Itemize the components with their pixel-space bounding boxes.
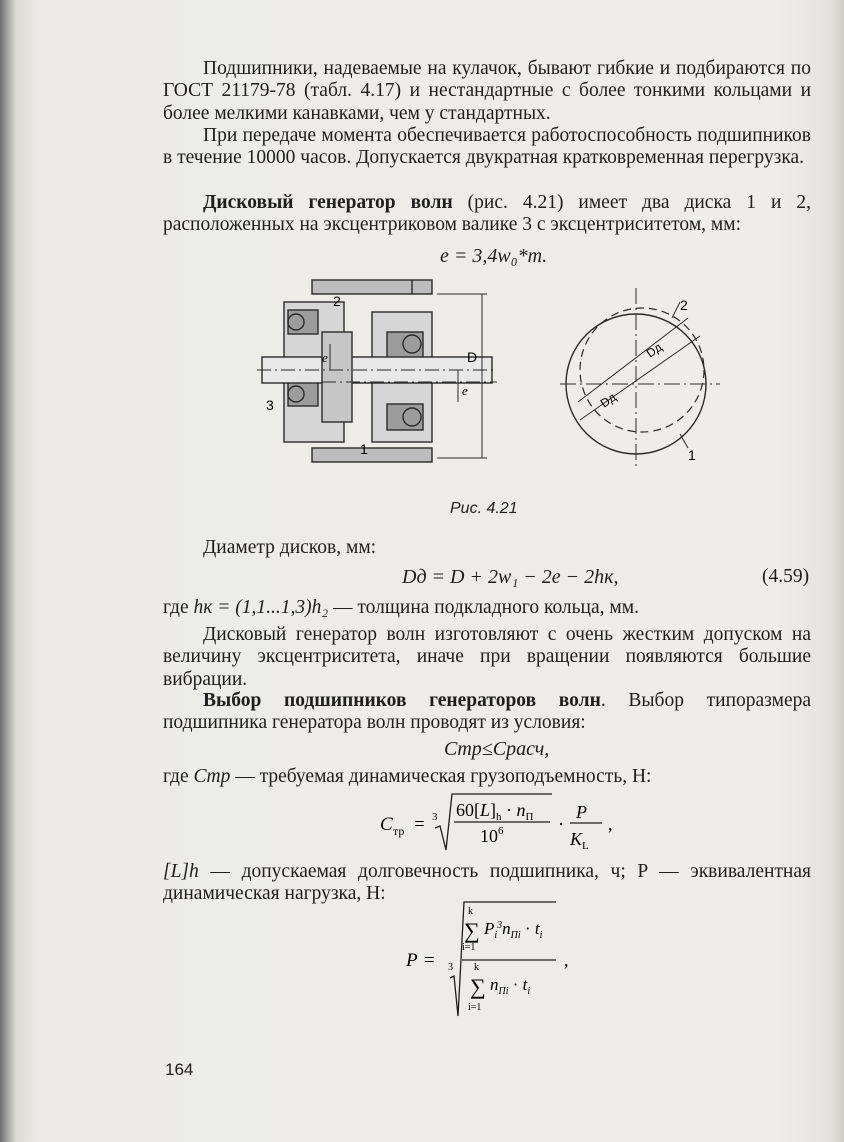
svg-text:∑: ∑	[464, 918, 480, 943]
svg-text:C: C	[380, 814, 393, 835]
text-where-2: где	[163, 766, 189, 787]
paragraph-bearings: Подшипники, надеваемые на кулачок, бывают гибкие и подбираются по ГОСТ 21179-78 (табл. 4.17) и нестандартные с более тонкими кольцами и более мелкими канавками, чем у стандартных.	[163, 58, 811, 124]
svg-text:Pi3nПi · ti: $P_i^3n_{Пi} \cdot t_i$	[484, 919, 543, 941]
label-Dd-lower: Dд	[597, 390, 619, 411]
figure-section-drawing	[262, 272, 522, 492]
svg-text:60[L]h · nП: $60[L]_h \cdot n_П$	[456, 800, 534, 823]
formula-condition: Cтр≤Cрасч,	[444, 738, 550, 760]
paragraph-operation: При передаче момента обеспечивается работоспособность подшипников в течение 10000 часов. Допускается двукратная кратковременная перегрузка.	[163, 125, 811, 169]
label-e-right: e	[462, 383, 468, 398]
label-Dd-upper: Dд	[643, 340, 665, 361]
text-lh-desc: — допускаемая долговечность подшипника, ч; P — эквивалентная динамическая нагрузка, Н:	[163, 861, 811, 905]
label-1-circle: 1	[688, 447, 696, 463]
symbol-ctr: Cтр	[193, 766, 231, 787]
term-disk-generator: Дисковый генератор волн	[203, 192, 453, 213]
svg-text:P: P	[406, 950, 418, 971]
text-ctr-desc: — требуемая динамическая грузоподъемность, Н:	[230, 766, 652, 787]
svg-text:=: =	[414, 814, 425, 835]
label-1: 1	[360, 441, 368, 457]
paragraph-ctr	[163, 766, 811, 788]
svg-text:∑: ∑	[470, 974, 486, 999]
svg-text:nПi · ti: $n_{Пi} \cdot t_i$	[490, 975, 531, 997]
paragraph-text: (рис. 4.21) имеет два диска 1 и 2, расположенных на эксцентриковом валике 3 с эксцентриситетом, мм:	[163, 192, 811, 236]
figure-caption: Рис. 4.21	[450, 500, 518, 517]
figure-circle-view	[560, 288, 720, 468]
svg-text:P: P	[576, 802, 587, 822]
label-e-left: e	[322, 350, 328, 365]
formula-eccentricity: e = 3,4w₀*m.	[440, 245, 548, 267]
paragraph-disk-diameter: Диаметр дисков, мм:	[203, 537, 377, 558]
text-hk-desc: — толщина подкладного кольца, мм.	[328, 597, 639, 618]
svg-text:i=1: i=1	[462, 942, 476, 953]
page-number: 164	[165, 1060, 194, 1079]
text-where: где	[163, 597, 189, 618]
svg-text:тр: тр	[393, 824, 405, 838]
label-D: D	[467, 349, 478, 365]
svg-text:3: 3	[448, 962, 453, 973]
svg-text:i=1: i=1	[468, 1002, 482, 1013]
paragraph-tolerance: Дисковый генератор волн изготовляют с очень жестким допуском на величину эксцентриситета, иначе при вращении появляются большие вибрации.	[163, 624, 811, 690]
formula-ctr-root	[380, 790, 640, 854]
equation-number: (4.59)	[762, 566, 810, 587]
label-2: 2	[333, 293, 341, 309]
formula-disk-diameter: Dд = D + 2w₁ − 2e − 2hк,	[402, 566, 619, 588]
label-2-circle: 2	[680, 297, 688, 313]
svg-text:k: k	[474, 962, 479, 973]
svg-text:=: =	[424, 950, 435, 971]
svg-text:KL: $K_L$	[570, 829, 589, 852]
symbol-lh: [L]h	[163, 861, 199, 882]
formula-equivalent-load	[406, 898, 606, 1018]
paragraph-disk-generator	[163, 192, 811, 237]
svg-text:3: 3	[432, 811, 438, 823]
term-bearing-selection: Выбор подшипников генераторов волн	[203, 690, 601, 711]
paragraph-text: . Выбор типоразмера подшипника генератора волн проводят из условия:	[163, 690, 812, 734]
paragraph-bearing-selection	[163, 690, 811, 735]
svg-text:,: ,	[564, 950, 569, 970]
svg-text:·: ·	[558, 814, 564, 834]
formula-hk: hк = (1,1...1,3)h₂	[193, 597, 329, 618]
label-3: 3	[266, 397, 274, 413]
svg-text:,: ,	[608, 814, 613, 834]
paragraph-hk	[163, 597, 811, 619]
svg-text:k: k	[468, 906, 473, 917]
svg-text:106: $10^6$	[480, 825, 504, 846]
